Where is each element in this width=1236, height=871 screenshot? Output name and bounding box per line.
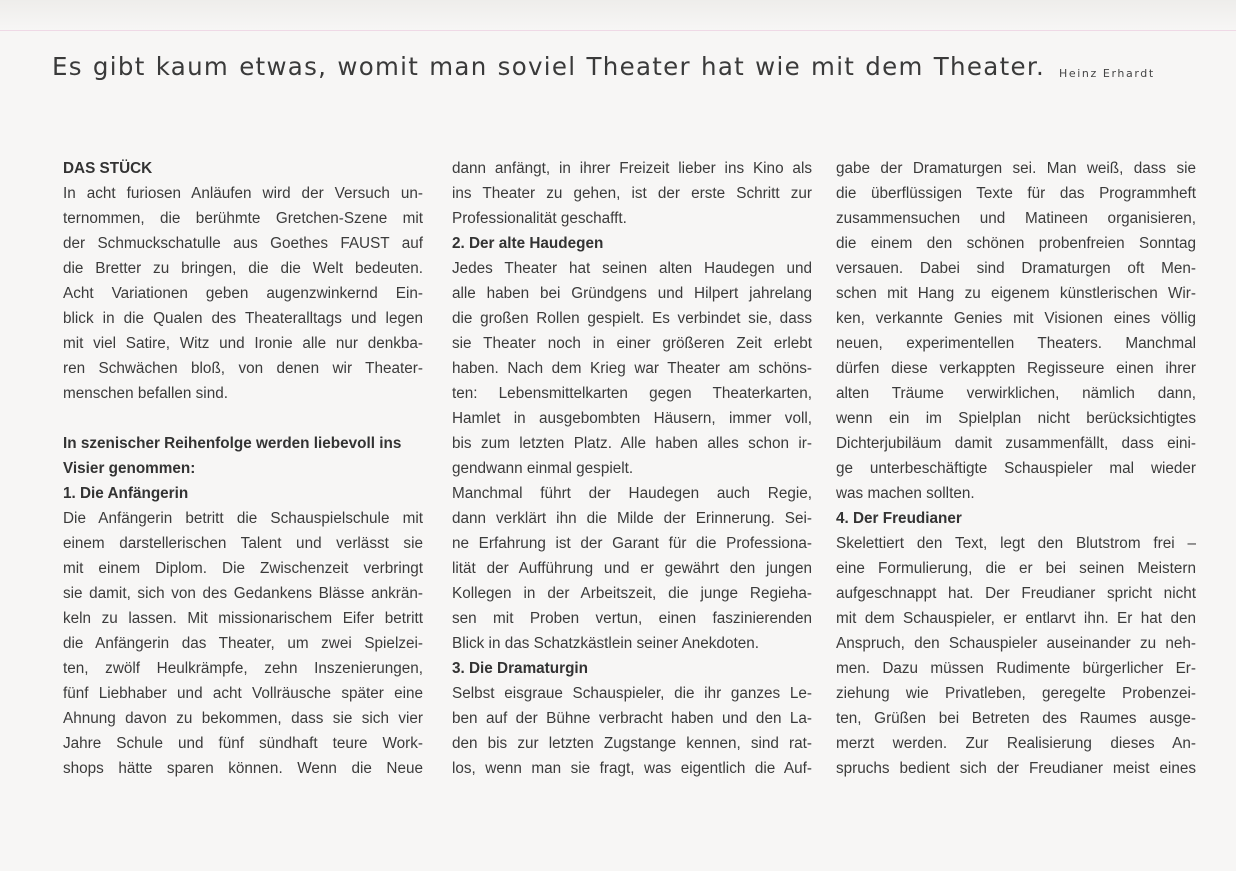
text-line: zusammensuchen und Matineen organisieren, <box>836 210 1196 227</box>
text-line: mit einem Diplom. Die Zwischenzeit verbringt <box>63 560 423 577</box>
text-line: men. Dazu müssen Rudimente bürgerlicher Er- <box>836 660 1196 677</box>
text-line: die Anfängerin das Theater, um zwei Spielzei- <box>63 635 423 652</box>
text-line: Jahre Schule und fünf sündhaft teure Work- <box>63 735 423 752</box>
text-line: blick in die Qualen des Theateralltags und legen <box>63 310 423 327</box>
text-line: die überflüssigen Texte für das Programmheft <box>836 185 1196 202</box>
text-line: In acht furiosen Anläufen wird der Versuch un- <box>63 185 423 202</box>
text-line: los, wenn man sie fragt, was eigentlich die Auf- <box>452 760 812 777</box>
text-line: schen mit Hang zu eigenem künstlerischen Wir- <box>836 285 1196 302</box>
text-line: wenn ein im Spielplan nicht berücksichtigtes <box>836 410 1196 427</box>
text-line: Ahnung davon zu bekommen, dass sie sich vier <box>63 710 423 727</box>
text-line: ben auf der Bühne verbracht haben und den La- <box>452 710 812 727</box>
text-line: Selbst eisgraue Schauspieler, die ihr ganzes Le- <box>452 685 812 702</box>
text-line: Die Anfängerin betritt die Schauspielschule mit <box>63 510 423 527</box>
paragraph-haudegen-regie <box>452 481 812 656</box>
quote: Es gibt kaum etwas, womit man soviel Theater hat wie mit dem Theater. <box>52 52 1046 81</box>
column-2 <box>452 156 812 781</box>
section-heading-anfaengerin: 1. Die Anfängerin <box>63 485 189 502</box>
text-line: keln zu lassen. Mit missionarischem Eifer betritt <box>63 610 423 627</box>
paragraph-freudianer <box>836 531 1196 781</box>
text-line: was machen sollten. <box>836 485 975 502</box>
text-line: ten, zwölf Heulkrämpfe, zehn Inszenierungen, <box>63 660 423 677</box>
paragraph-anfaengerin-continued <box>452 156 812 231</box>
section-heading-dramaturgin: 3. Die Dramaturgin <box>452 660 589 677</box>
text-line: mit viel Satire, Witz und Ironie alle nur denkba- <box>63 335 423 352</box>
text-line: shops hätte sparen können. Wenn die Neue <box>63 760 423 777</box>
text-line: gendwann einmal gespielt. <box>452 460 634 477</box>
text-line: dann anfängt, in ihrer Freizeit lieber ins Kino als <box>452 160 812 177</box>
paragraph-anfaengerin <box>63 506 423 781</box>
text-line: die großen Rollen gespielt. Es verbindet sie, dass <box>452 310 812 327</box>
paragraph-dramaturgin-continued <box>836 156 1196 506</box>
text-line: alten Träume verwirklichen, nämlich dann, <box>836 385 1196 402</box>
section-heading-das-stueck: DAS STÜCK <box>63 160 153 177</box>
text-line: alle haben bei Gründgens und Hilpert jahrelang <box>452 285 812 302</box>
column-1 <box>63 156 423 781</box>
text-line: ten, Grüßen bei Betreten des Raumes ausge- <box>836 710 1196 727</box>
section-heading-freudianer: 4. Der Freudianer <box>836 510 962 527</box>
quote-author: Heinz Erhardt <box>1059 67 1155 80</box>
text-line: Dichterjubiläum damit zusammenfällt, dass eini- <box>836 435 1196 452</box>
text-line: neuen, experimentellen Theaters. Manchmal <box>836 335 1196 352</box>
text-line: aufgeschnappt hat. Der Freudianer spricht nicht <box>836 585 1196 602</box>
text-line: fünf Liebhaber und acht Vollräusche später eine <box>63 685 423 702</box>
text-line: Manchmal führt der Haudegen auch Regie, <box>452 485 812 502</box>
text-line: dürfen diese verkappten Regisseure einen ihrer <box>836 360 1196 377</box>
page-top-edge <box>0 0 1236 31</box>
text-line: einem darstellerischen Talent und verlässt sie <box>63 535 423 552</box>
text-line: versauen. Dabei sind Dramaturgen oft Men- <box>836 260 1196 277</box>
text-line: merzt werden. Zur Realisierung dieses An- <box>836 735 1196 752</box>
text-line: Kollegen in der Arbeitszeit, die junge Regieha- <box>452 585 812 602</box>
text-line: ternommen, die berühmte Gretchen-Szene mit <box>63 210 423 227</box>
text-line: menschen befallen sind. <box>63 385 228 402</box>
section-heading-haudegen: 2. Der alte Haudegen <box>452 235 604 252</box>
order-heading-line-1: In szenischer Reihenfolge werden liebevoll ins <box>63 435 402 452</box>
text-line: ne Erfahrung ist der Garant für die Professiona- <box>452 535 812 552</box>
text-line: die einem den schönen probenfreien Sonntag <box>836 235 1196 252</box>
text-line: der Schmuckschatulle aus Goethes FAUST auf <box>63 235 423 252</box>
text-line: haben. Nach dem Krieg war Theater am schöns- <box>452 360 812 377</box>
text-line: Skelettiert den Text, legt den Blutstrom frei – <box>836 535 1196 552</box>
text-line: lität der Aufführung und er gewährt den jungen <box>452 560 812 577</box>
text-line: Anspruch, den Schauspieler auseinander zu neh- <box>836 635 1196 652</box>
text-line: Professionalität geschafft. <box>452 210 627 227</box>
text-line: ins Theater zu gehen, ist der erste Schritt zur <box>452 185 812 202</box>
text-line: die Bretter zu bringen, die die Welt bedeuten. <box>63 260 423 277</box>
text-line: ge unterbeschäftigte Schauspieler mal wieder <box>836 460 1196 477</box>
text-line: Jedes Theater hat seinen alten Haudegen und <box>452 260 812 277</box>
paragraph-haudegen <box>452 256 812 481</box>
text-line: Blick in das Schatzkästlein seiner Anekdoten. <box>452 635 759 652</box>
text-line: bis zum letzten Platz. Alle haben alles schon ir- <box>452 435 812 452</box>
column-3 <box>836 156 1196 781</box>
text-line: sie damit, sich von des Gedankens Blässe ankrän- <box>63 585 423 602</box>
text-line: den bis zur letzten Zugstange kennen, sind rat- <box>452 735 812 752</box>
text-line: eine Formulierung, die er bei seinen Meistern <box>836 560 1196 577</box>
text-line: ziehung wie Privatleben, geregelte Probenzei- <box>836 685 1196 702</box>
order-heading-line-2: Visier genommen: <box>63 460 196 477</box>
text-line: dann verklärt ihn die Milde der Erinnerung. Sei- <box>452 510 812 527</box>
text-line: Hamlet in ausgebombten Häusern, immer voll, <box>452 410 812 427</box>
text-line: sen mit Proben vertun, einen faszinierenden <box>452 610 812 627</box>
text-line: ren Schwächen bloß, von denen wir Theater- <box>63 360 423 377</box>
text-line: gabe der Dramaturgen sei. Man weiß, dass sie <box>836 160 1196 177</box>
text-line: ten: Lebensmittelkarten gegen Theaterkarten, <box>452 385 812 402</box>
text-line: Acht Variationen geben augenzwinkernd Ein- <box>63 285 423 302</box>
text-line: sie Theater noch in einer größeren Zeit erlebt <box>452 335 812 352</box>
text-line: spruchs bedient sich der Freudianer meist eines <box>836 760 1196 777</box>
text-line: mit dem Schauspieler, er entlarvt ihn. Er hat den <box>836 610 1196 627</box>
paragraph-dramaturgin <box>452 681 812 781</box>
intro-paragraph <box>63 181 423 406</box>
text-line: ken, verkannte Genies mit Visionen eines völlig <box>836 310 1196 327</box>
